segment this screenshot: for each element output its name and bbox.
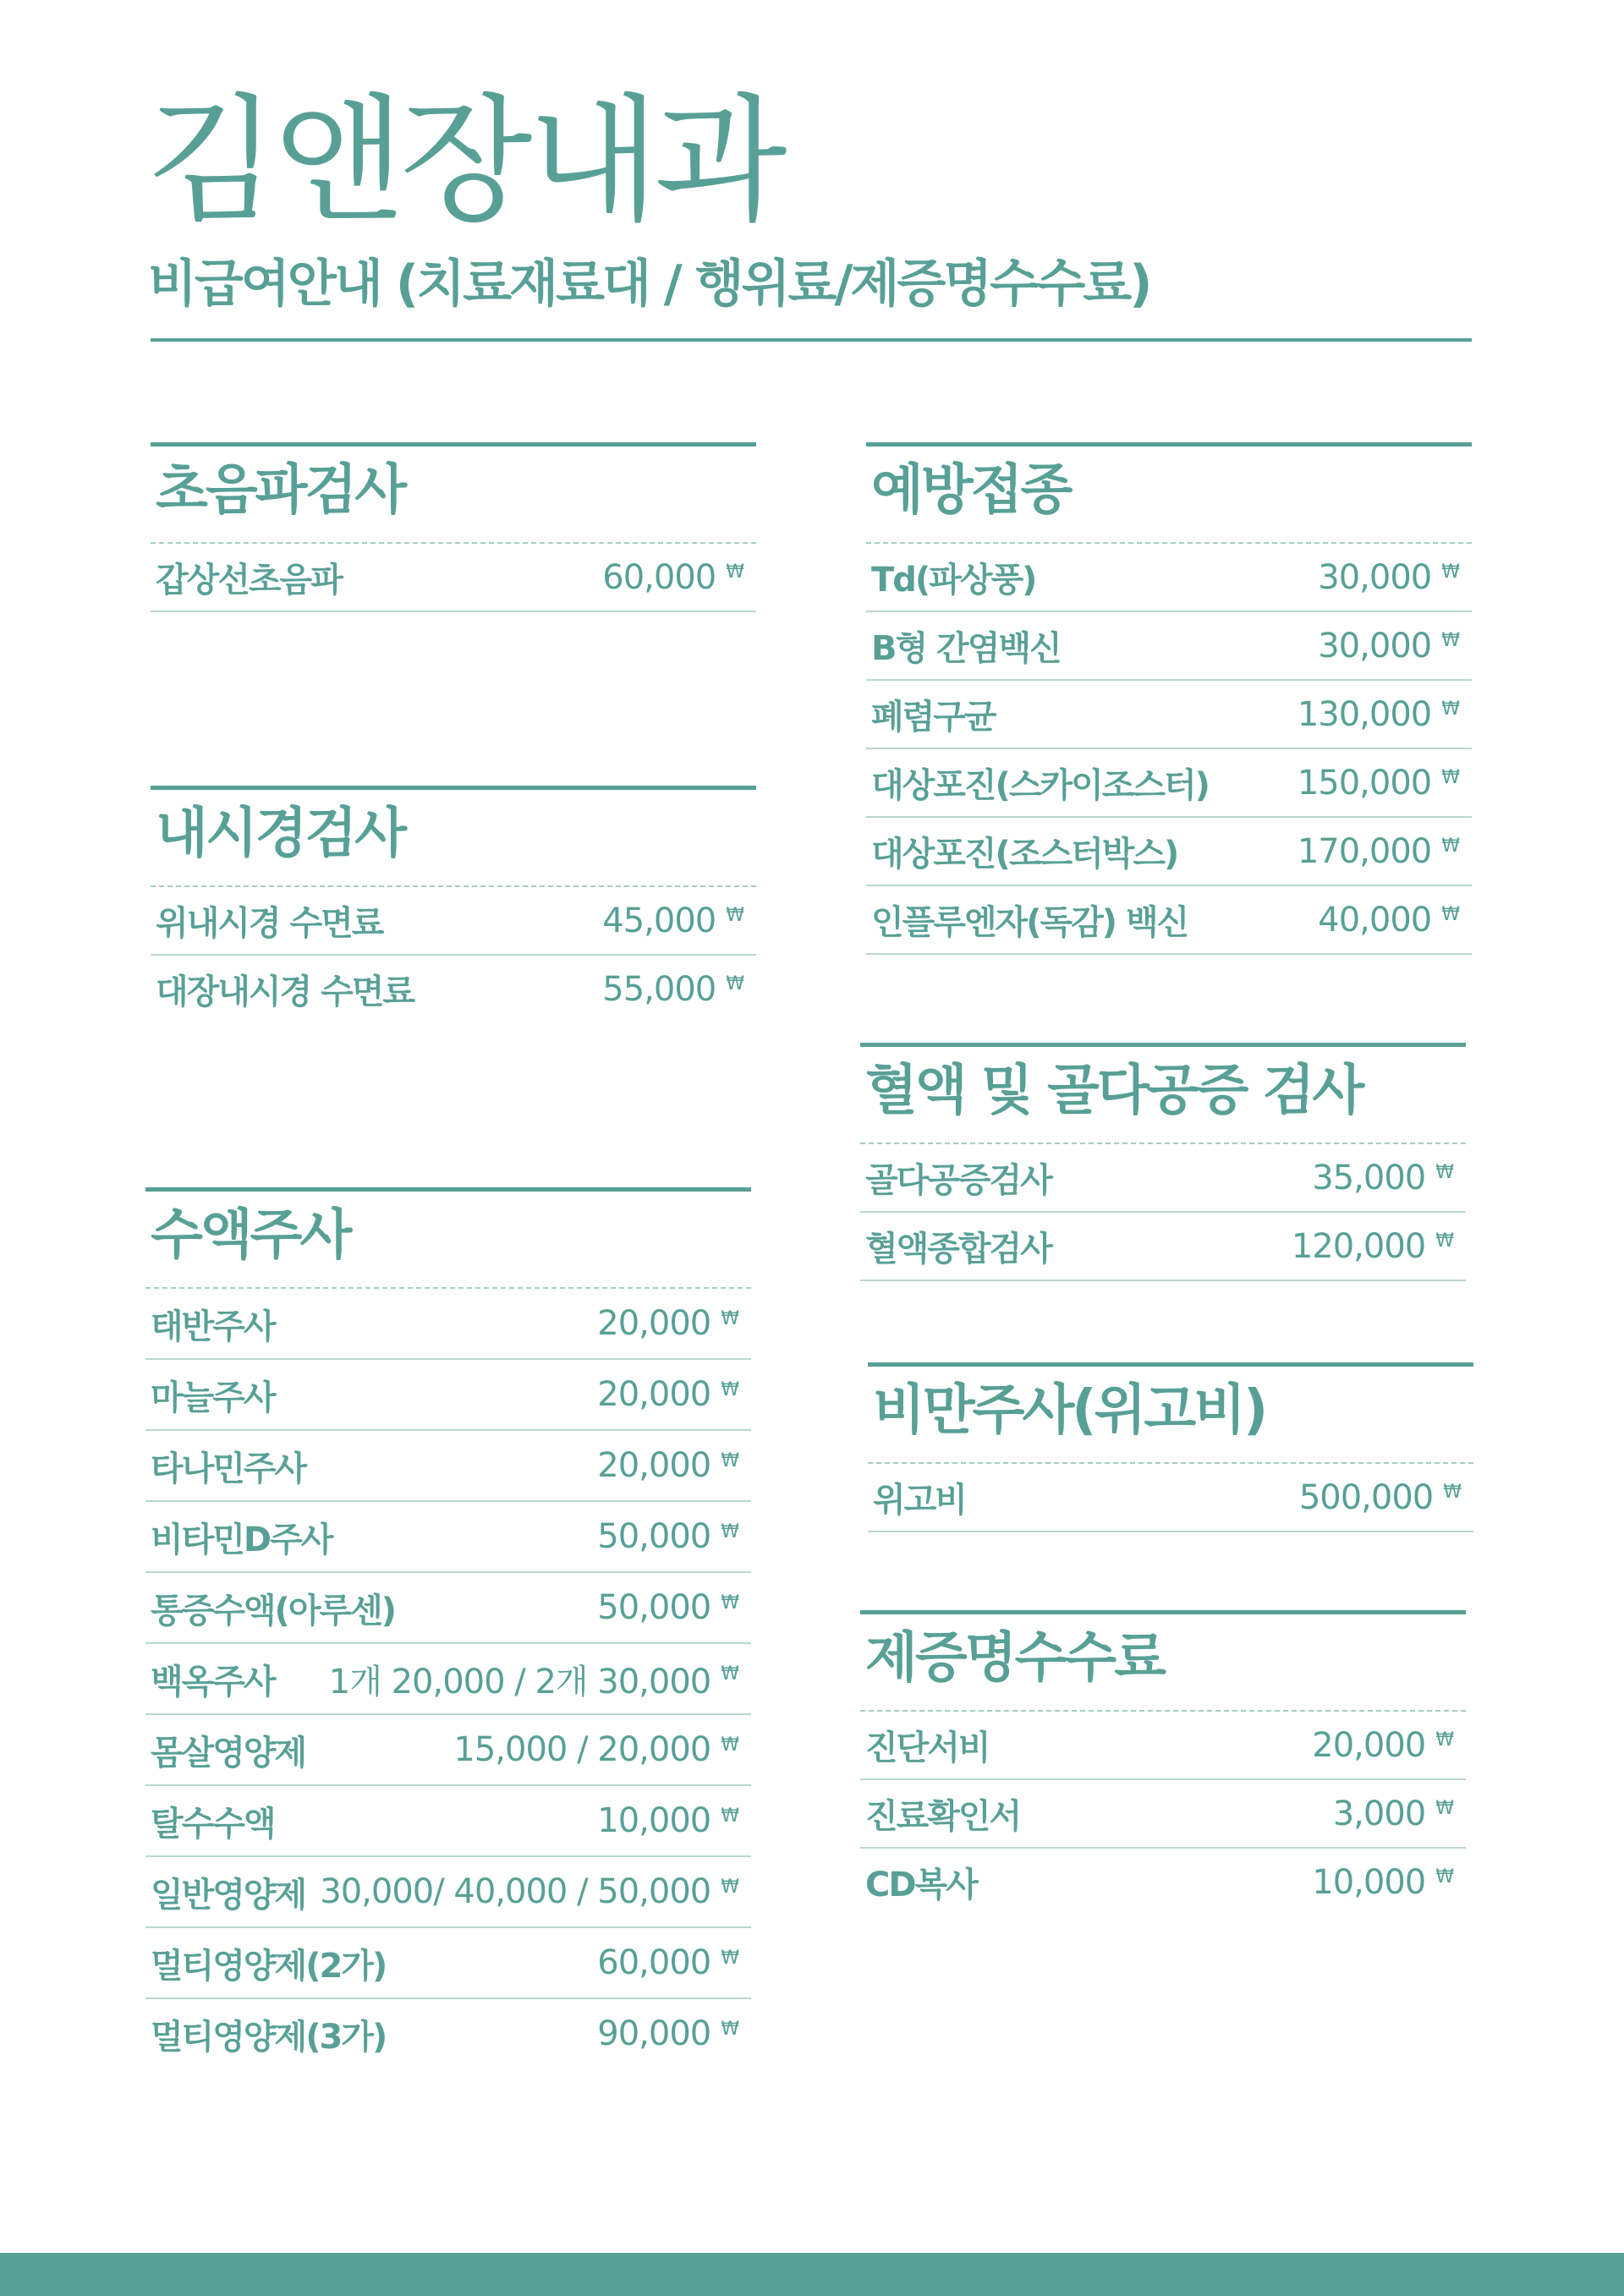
item-price (597, 1446, 739, 1485)
price-value: 40,000 (1318, 900, 1432, 940)
price-value: 170,000 (1297, 831, 1432, 871)
price-value: 1개 20,000 / 2개 30,000 (328, 1662, 711, 1701)
item-price (1299, 1478, 1462, 1517)
price-value: 120,000 (1291, 1226, 1426, 1266)
price-value: 10,000 (1312, 1862, 1426, 1902)
price-value: 150,000 (1297, 763, 1432, 803)
section-endoscopy (151, 786, 756, 1022)
price-row (145, 1289, 751, 1360)
item-price (453, 1730, 739, 1769)
won-symbol: ₩ (721, 1805, 739, 1827)
item-price (1312, 1159, 1454, 1197)
price-value: 3,000 (1332, 1794, 1426, 1833)
price-value: 20,000 (1312, 1725, 1426, 1765)
price-row (860, 1712, 1466, 1780)
item-name: 갑상선초음파 (156, 561, 342, 600)
item-name: 인플루엔자(독감) 백신 (871, 903, 1188, 942)
item-price (1292, 1227, 1454, 1266)
won-symbol: ₩ (721, 1592, 739, 1614)
price-row (145, 1360, 751, 1431)
section-title: 혈액 및 골다공증 검사 (860, 1047, 1466, 1144)
price-value: 60,000 (602, 557, 716, 597)
item-price (602, 558, 744, 597)
item-name: 위내시경 수면료 (156, 904, 383, 943)
won-symbol: ₩ (1435, 1866, 1454, 1888)
item-name: 진단서비 (865, 1729, 990, 1767)
item-name: 폐렴구균 (871, 698, 996, 737)
item-price (1333, 1795, 1454, 1833)
header-divider (151, 338, 1472, 342)
item-price (597, 1517, 739, 1556)
won-symbol: ₩ (1441, 836, 1460, 857)
item-price (1312, 1726, 1454, 1765)
won-symbol: ₩ (726, 973, 744, 995)
price-row (866, 818, 1472, 886)
item-name: B형 간염백신 (871, 629, 1061, 668)
price-row (860, 1849, 1466, 1915)
price-row (145, 1644, 751, 1715)
price-value: 50,000 (597, 1588, 711, 1627)
won-symbol: ₩ (721, 1449, 739, 1471)
price-row (151, 956, 756, 1022)
item-price (597, 1588, 739, 1627)
price-row (145, 1431, 751, 1502)
won-symbol: ₩ (1441, 630, 1460, 651)
price-value: 60,000 (597, 1943, 711, 1982)
price-value: 90,000 (597, 2014, 711, 2053)
price-value: 30,000 (1318, 626, 1432, 666)
item-price (602, 970, 744, 1009)
price-row (866, 749, 1472, 818)
price-value: 20,000 (597, 1446, 711, 1485)
price-row (860, 1144, 1466, 1213)
item-name: 위고비 (873, 1481, 966, 1520)
section-title: 비만주사(위고비) (868, 1367, 1473, 1464)
item-price (597, 1304, 739, 1343)
price-value: 30,000 (1318, 557, 1432, 597)
item-price (597, 1801, 739, 1840)
won-symbol: ₩ (1435, 1162, 1454, 1183)
item-name: 비타민D주사 (151, 1520, 332, 1559)
won-symbol: ₩ (726, 562, 744, 583)
price-row (151, 544, 756, 612)
item-price (597, 1943, 739, 1982)
item-name: Td(파상풍) (871, 561, 1036, 600)
section-certificate-fees (860, 1610, 1466, 1915)
price-row (860, 1780, 1466, 1849)
won-symbol: ₩ (1435, 1729, 1454, 1751)
won-symbol: ₩ (1441, 904, 1460, 925)
price-value: 45,000 (602, 901, 716, 940)
section-ultrasound (151, 442, 756, 612)
won-symbol: ₩ (1441, 562, 1460, 583)
item-name: CD복사 (865, 1866, 977, 1904)
won-symbol: ₩ (1435, 1798, 1454, 1819)
item-price (329, 1655, 739, 1703)
footer-band (0, 2253, 1624, 2296)
won-symbol: ₩ (726, 905, 744, 926)
item-name: 대장내시경 수면료 (156, 973, 414, 1011)
item-price (1318, 558, 1460, 597)
item-price (1298, 832, 1460, 871)
item-name: 탈수수액 (151, 1804, 275, 1844)
item-name: 태반주사 (151, 1307, 275, 1346)
item-name: 진료확인서 (865, 1797, 1021, 1836)
item-price (1318, 627, 1460, 666)
won-symbol: ₩ (1441, 767, 1460, 788)
section-iv-injection (145, 1187, 751, 2069)
item-price (320, 1872, 739, 1911)
won-symbol: ₩ (1441, 699, 1460, 720)
page-subtitle: 비급여안내 (치료재료대 / 행위료/제증명수수료) (148, 255, 1150, 314)
section-blood-bone-test (860, 1043, 1466, 1281)
won-symbol: ₩ (1443, 1482, 1462, 1503)
item-name: 백옥주사 (151, 1662, 275, 1701)
item-price (1312, 1863, 1454, 1902)
item-name: 멀티영양제(3가) (151, 2017, 387, 2057)
won-symbol: ₩ (721, 1378, 739, 1400)
price-row (866, 681, 1472, 749)
item-price (1298, 695, 1460, 734)
price-row (860, 1213, 1466, 1281)
won-symbol: ₩ (721, 1663, 739, 1685)
item-price (1298, 764, 1460, 803)
price-row (151, 887, 756, 956)
won-symbol: ₩ (721, 1307, 739, 1329)
price-row (145, 1715, 751, 1786)
section-title: 수액주사 (145, 1192, 751, 1289)
price-row (145, 1999, 751, 2069)
price-row (868, 1464, 1473, 1532)
price-value: 20,000 (597, 1375, 711, 1414)
item-name: 몸살영양제 (151, 1733, 306, 1773)
price-row (866, 544, 1472, 612)
price-row (145, 1928, 751, 1999)
price-row (145, 1573, 751, 1644)
won-symbol: ₩ (721, 1876, 739, 1898)
price-row (145, 1857, 751, 1928)
item-price (597, 1375, 739, 1414)
item-name: 마늘주사 (151, 1378, 275, 1417)
item-name: 대상포진(스카이조스터) (871, 766, 1209, 805)
section-title: 초음파검사 (151, 447, 756, 544)
price-value: 30,000/ 40,000 / 50,000 (320, 1872, 711, 1911)
price-value: 55,000 (602, 969, 716, 1009)
won-symbol: ₩ (721, 1734, 739, 1756)
price-value: 35,000 (1312, 1158, 1426, 1197)
item-price (1318, 901, 1460, 940)
item-name: 골다공증검사 (865, 1161, 1051, 1200)
price-row (866, 886, 1472, 955)
price-row (145, 1502, 751, 1573)
item-price (602, 901, 744, 940)
price-value: 10,000 (597, 1801, 711, 1840)
won-symbol: ₩ (721, 1521, 739, 1543)
price-value: 130,000 (1297, 694, 1432, 734)
item-price (597, 2014, 739, 2053)
item-name: 일반영양제 (151, 1875, 306, 1915)
clinic-title: 김앤장내과 (145, 82, 782, 241)
price-value: 500,000 (1298, 1477, 1434, 1517)
price-row (866, 612, 1472, 681)
item-name: 통증수액(아루센) (151, 1591, 396, 1630)
won-symbol: ₩ (1435, 1230, 1454, 1252)
price-row (145, 1786, 751, 1857)
section-title: 예방접종 (866, 447, 1472, 544)
section-obesity-injection (868, 1362, 1473, 1532)
price-value: 50,000 (597, 1517, 711, 1556)
section-title: 내시경검사 (151, 790, 756, 887)
item-name: 멀티영양제(2가) (151, 1946, 387, 1986)
section-title: 제증명수수료 (860, 1614, 1466, 1712)
item-name: 혈액종합검사 (865, 1230, 1051, 1269)
price-value: 15,000 / 20,000 (453, 1730, 711, 1769)
won-symbol: ₩ (721, 1947, 739, 1969)
price-value: 20,000 (597, 1304, 711, 1343)
item-name: 대상포진(조스터박스) (871, 835, 1178, 874)
won-symbol: ₩ (721, 2018, 739, 2040)
section-vaccination (866, 442, 1472, 955)
item-name: 타나민주사 (151, 1449, 306, 1488)
